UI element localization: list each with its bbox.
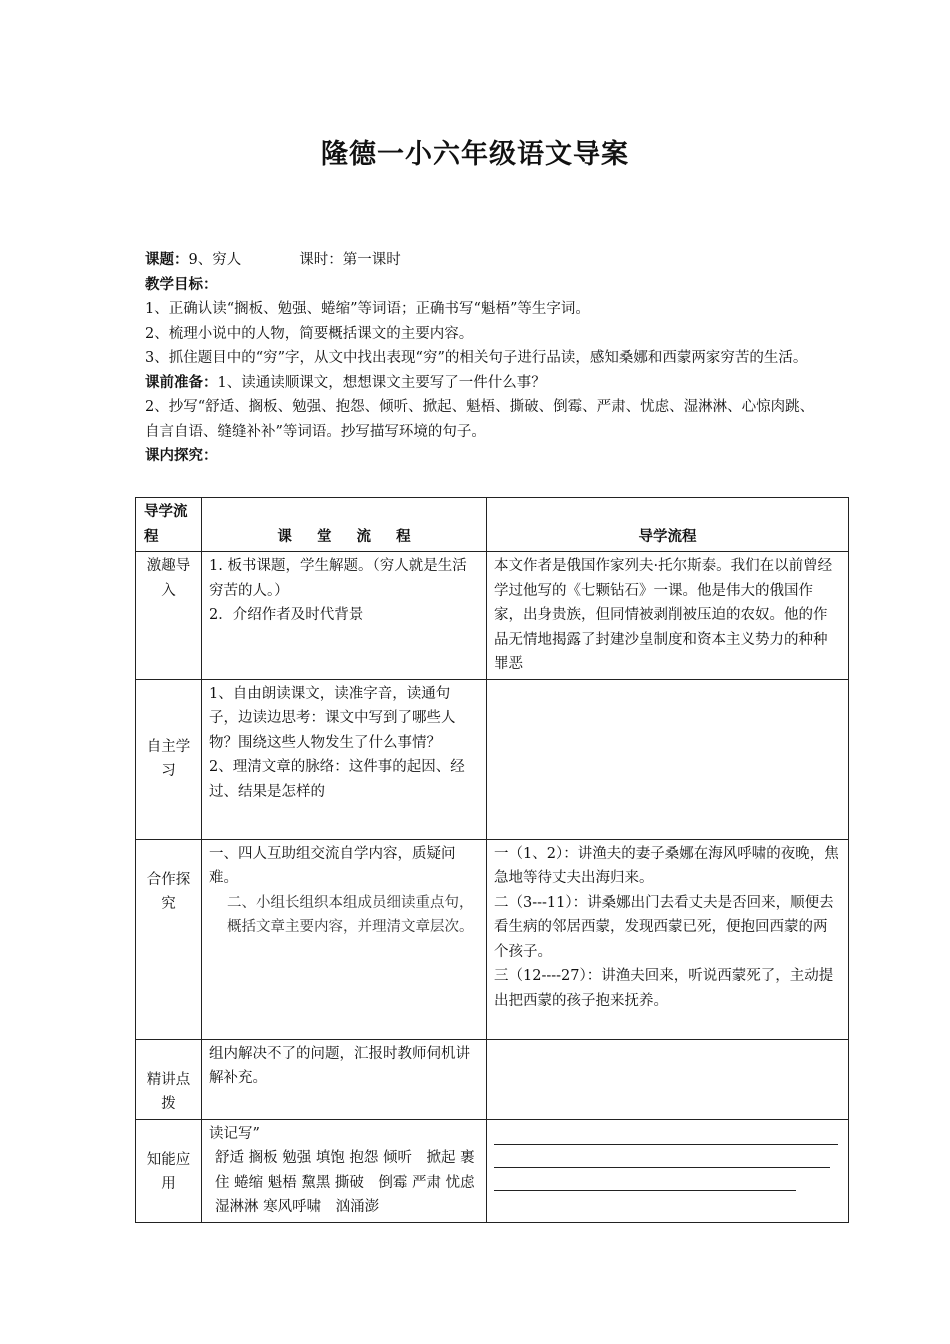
header-guide-flow-cell [487, 498, 849, 552]
row-label: 合作探究 [136, 839, 202, 1039]
goal-item-2: 2、梳理小说中的人物，简要概括课文的主要内容。 [145, 325, 474, 342]
table-header-row [136, 498, 849, 552]
row-middle-text: 2、理清文章的脉络：这件事的起因、经过、结果是怎样的 [209, 759, 465, 800]
row-middle-cell [202, 552, 487, 680]
prep-label: 课前准备： [145, 374, 218, 391]
row-label: 精讲点拨 [136, 1039, 202, 1119]
header-class-flow-cell [202, 498, 487, 552]
row-middle-cell [202, 1039, 487, 1119]
period-value: 第一课时 [342, 252, 401, 268]
row-middle-text: 1. 板书课题，学生解题。（穷人就是生活穷苦的人。） [209, 558, 467, 599]
row-right-cell [487, 1119, 849, 1222]
prep-line [145, 371, 825, 396]
row-right-cell [487, 1039, 849, 1119]
table-row [136, 839, 849, 1039]
topic-value: 9、穷人 [188, 252, 242, 268]
lesson-intro [145, 248, 825, 469]
lesson-table [135, 497, 849, 1223]
row-right-text: 二（3---11）：讲桑娜出门去看丈夫是否回来，顺便去看生病的邻居西蒙，发现西蒙已死，便抱回西蒙的两个孩子。 [494, 894, 834, 960]
row-right-text: 三（12----27）：讲渔夫回来，听说西蒙死了，主动提出把西蒙的孩子抱来抚养。 [494, 968, 834, 1009]
row-middle-cell [202, 839, 487, 1039]
row-middle-text: 2．介绍作者及时代背景 [209, 607, 364, 623]
answer-line [494, 1168, 796, 1191]
topic-label: 课题： [145, 252, 189, 268]
table-row [136, 1119, 849, 1222]
table-row [136, 552, 849, 680]
row-middle-text: 二、小组长组织本组成员细读重点句，概括文章主要内容，并理清文章层次。 [227, 894, 474, 935]
prep-item-2: 2、抄写“舒适、搁板、勉强、抱怨、倾听、掀起、魁梧、撕破、倒霉、严肃、忧虑、湿淋淋、心惊肉跳、自言自语、缝缝补补”等词语。抄写描写环境的句子。 [145, 399, 815, 440]
row-right-text: 一（1、2）：讲渔夫的妻子桑娜在海风呼啸的夜晚，焦急地等待丈夫出海归来。 [494, 845, 839, 886]
row-right-text: 本文作者是俄国作家列夫·托尔斯泰。我们在以前曾经学过他写的《七颗钻石》一课。他是伟大的俄国作家，出身贵族，但同情被剥削被压迫的农奴。他的作品无情地揭露了封建沙皇制度和资本主义势力的种种罪恶 [494, 558, 833, 672]
row-middle-cell [202, 679, 487, 839]
answer-line [494, 1145, 830, 1168]
row-right-cell [487, 552, 849, 680]
page-title: 隆德一小六年级语文导案 [321, 139, 629, 170]
row-middle-cell [202, 1119, 487, 1222]
header-flow-label: 导学流程 [136, 498, 202, 552]
lesson-line [145, 248, 825, 273]
table-row [136, 1039, 849, 1119]
row-middle-text: 读记写” [209, 1125, 260, 1142]
goal-item-3: 3、抓住题目中的“穷”字，从文中找出表现“穷”的相关句子进行品读，感知桑娜和西蒙两家穷苦的生活。 [145, 350, 808, 366]
goal-item-1: 1、正确认读“搁板、勉强、蜷缩”等词语；正确书写“魁梧”等生字词。 [145, 301, 590, 317]
header-class-flow: 课 堂 流 程 [277, 528, 411, 545]
explore-label: 课内探究： [145, 448, 218, 464]
row-right-cell [487, 839, 849, 1039]
row-middle-text: 组内解决不了的问题，汇报时教师伺机讲解补充。 [209, 1045, 470, 1086]
answer-line [494, 1122, 838, 1145]
prep-item-1: 1、读通读顺课文，想想课文主要写了一件什么事？ [217, 374, 546, 391]
period-label: 课时： [299, 252, 343, 268]
row-middle-text: 舒适 搁板 勉强 填饱 抱怨 倾听 掀起 裹住 蜷缩 魁梧 黧黑 撕破 倒霉 严肃 忧虑 湿淋淋 寒风呼啸 汹涌澎 [215, 1150, 475, 1215]
row-label: 知能应用 [136, 1119, 202, 1222]
table-row [136, 679, 849, 839]
row-middle-text: 一、四人互助组交流自学内容，质疑问难。 [209, 845, 456, 886]
row-label: 自主学习 [136, 679, 202, 839]
row-right-cell [487, 679, 849, 839]
row-label: 激趣导入 [136, 552, 202, 680]
header-guide-flow: 导学流程 [638, 528, 697, 545]
goals-label: 教学目标： [145, 276, 218, 293]
row-middle-text: 1、自由朗读课文，读准字音，读通句子，边读边思考：课文中写到了哪些人物？围绕这些人物发生了什么事情？ [209, 685, 456, 751]
